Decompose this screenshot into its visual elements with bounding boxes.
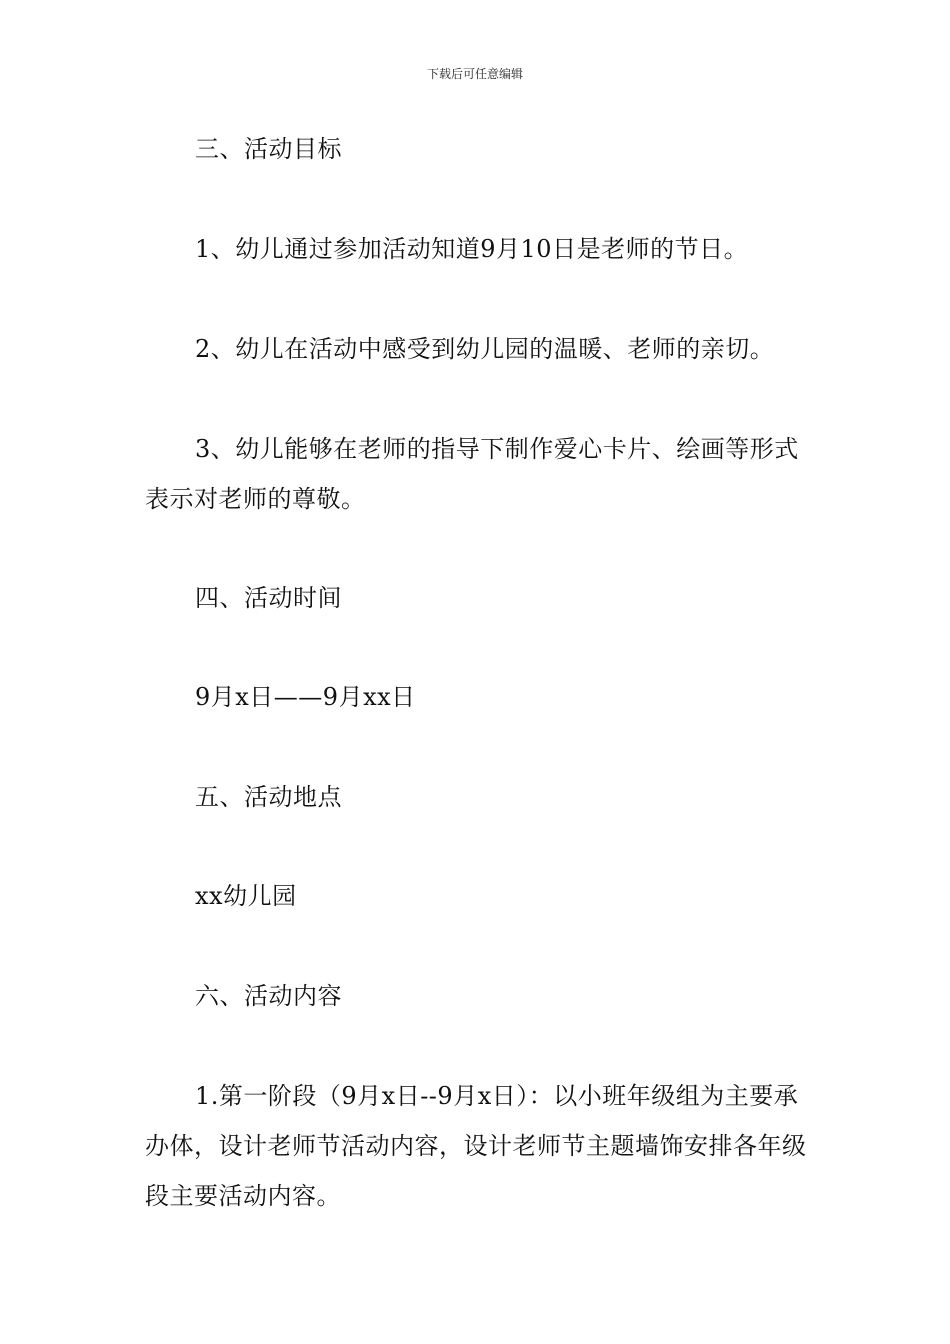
goal-item-2: 2、幼儿在活动中感受到幼儿园的温暖、老师的亲切。 <box>195 335 775 363</box>
activity-location-text: xx幼儿园 <box>195 882 297 910</box>
section-heading-location: 五、活动地点 <box>195 783 342 811</box>
content-item-1: 1.第一阶段（9月x日--9月x日）：以小班年级组为主要承办体，设计老师节活动内容，设计老师节主题墙饰安排各年级段主要活动内容。 <box>145 1082 807 1210</box>
goal-item-1: 1、幼儿通过参加活动知道9月10日是老师的节日。 <box>195 235 749 263</box>
section-heading-goals: 三、活动目标 <box>195 135 342 163</box>
section-heading-time: 四、活动时间 <box>195 584 342 612</box>
goal-item-3: 3、幼儿能够在老师的指导下制作爱心卡片、绘画等形式表示对老师的尊敬。 <box>145 435 799 513</box>
page-header-note: 下载后可任意编辑 <box>426 67 523 81</box>
activity-time-text: 9月x日——9月xx日 <box>195 683 416 711</box>
section-heading-content: 六、活动内容 <box>195 982 342 1010</box>
